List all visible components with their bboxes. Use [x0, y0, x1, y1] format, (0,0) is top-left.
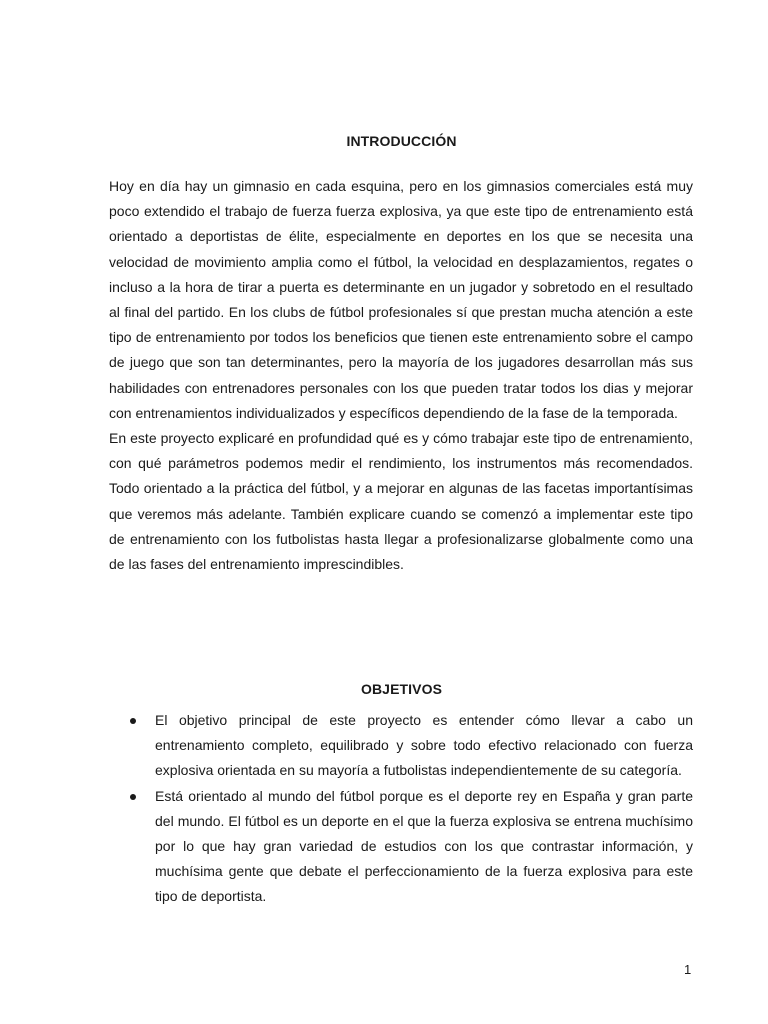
introduction-paragraph-2: En este proyecto explicaré en profundidad qué es y cómo trabajar este tipo de entrenamiento, con qué parámetros podemos medir el rendimiento, los instrumentos más recomendados. Todo orientado a la práctica del fútbol, y a mejorar en algunas de las facetas importantísimas que veremos más adelante. También explicare cuando se comenzó a implementar este tipo de entrenamiento con los futbolistas hasta llegar a profesionalizarse globalmente como una de las fases del entrenamiento imprescindibles.: [109, 430, 693, 573]
introduction-paragraph-1: Hoy en día hay un gimnasio en cada esquina, pero en los gimnasios comerciales está muy poco extendido el trabajo de fuerza fuerza explosiva, ya que este tipo de entrenamiento está orientado a deportistas de élite, especialmente en deportes en los que se necesita una velocidad de movimiento amplia como el fútbol, la velocidad en desplazamientos, regates o incluso a la hora de tirar a puerta es determinante en un jugador y sobretodo en el resultado al final del partido. En los clubs de fútbol profesionales sí que prestan mucha atención a este tipo de entrenamiento por todos los beneficios que tienen este entrenamiento sobre el campo de juego que son tan determinantes, pero la mayoría de los jugadores desarrollan más sus habilidades con entrenadores personales con los que pueden tratar todos los dias y mejorar con entrenamientos individualizados y específicos dependiendo de la fase de la temporada.: [109, 178, 693, 421]
introduction-body: [109, 174, 693, 577]
objective-text-1: El objetivo principal de este proyecto es entender cómo llevar a cabo un entrenamiento completo, equilibrado y sobre todo efectivo relacionado con fuerza explosiva orientada en su mayoría a futbolistas independientemente de su categoría.: [155, 712, 693, 779]
objective-text-2: Está orientado al mundo del fútbol porque es el deporte rey en España y gran parte del mundo. El fútbol es un deporte en el que la fuerza explosiva se entrena muchísimo por lo que hay gran variedad de estudios con los que contrastar información, y muchísima gente que debate el perfeccionamiento de la fuerza explosiva para este tipo de deportista.: [155, 787, 693, 905]
introduction-heading: INTRODUCCIÓN: [346, 133, 457, 149]
bullet-icon: [130, 794, 136, 800]
list-item: [109, 708, 693, 784]
objectives-list: [109, 708, 693, 910]
list-item: [109, 784, 693, 910]
bullet-icon: [130, 718, 136, 724]
objectives-heading: OBJETIVOS: [360, 681, 443, 697]
page-number: 1: [684, 962, 692, 977]
